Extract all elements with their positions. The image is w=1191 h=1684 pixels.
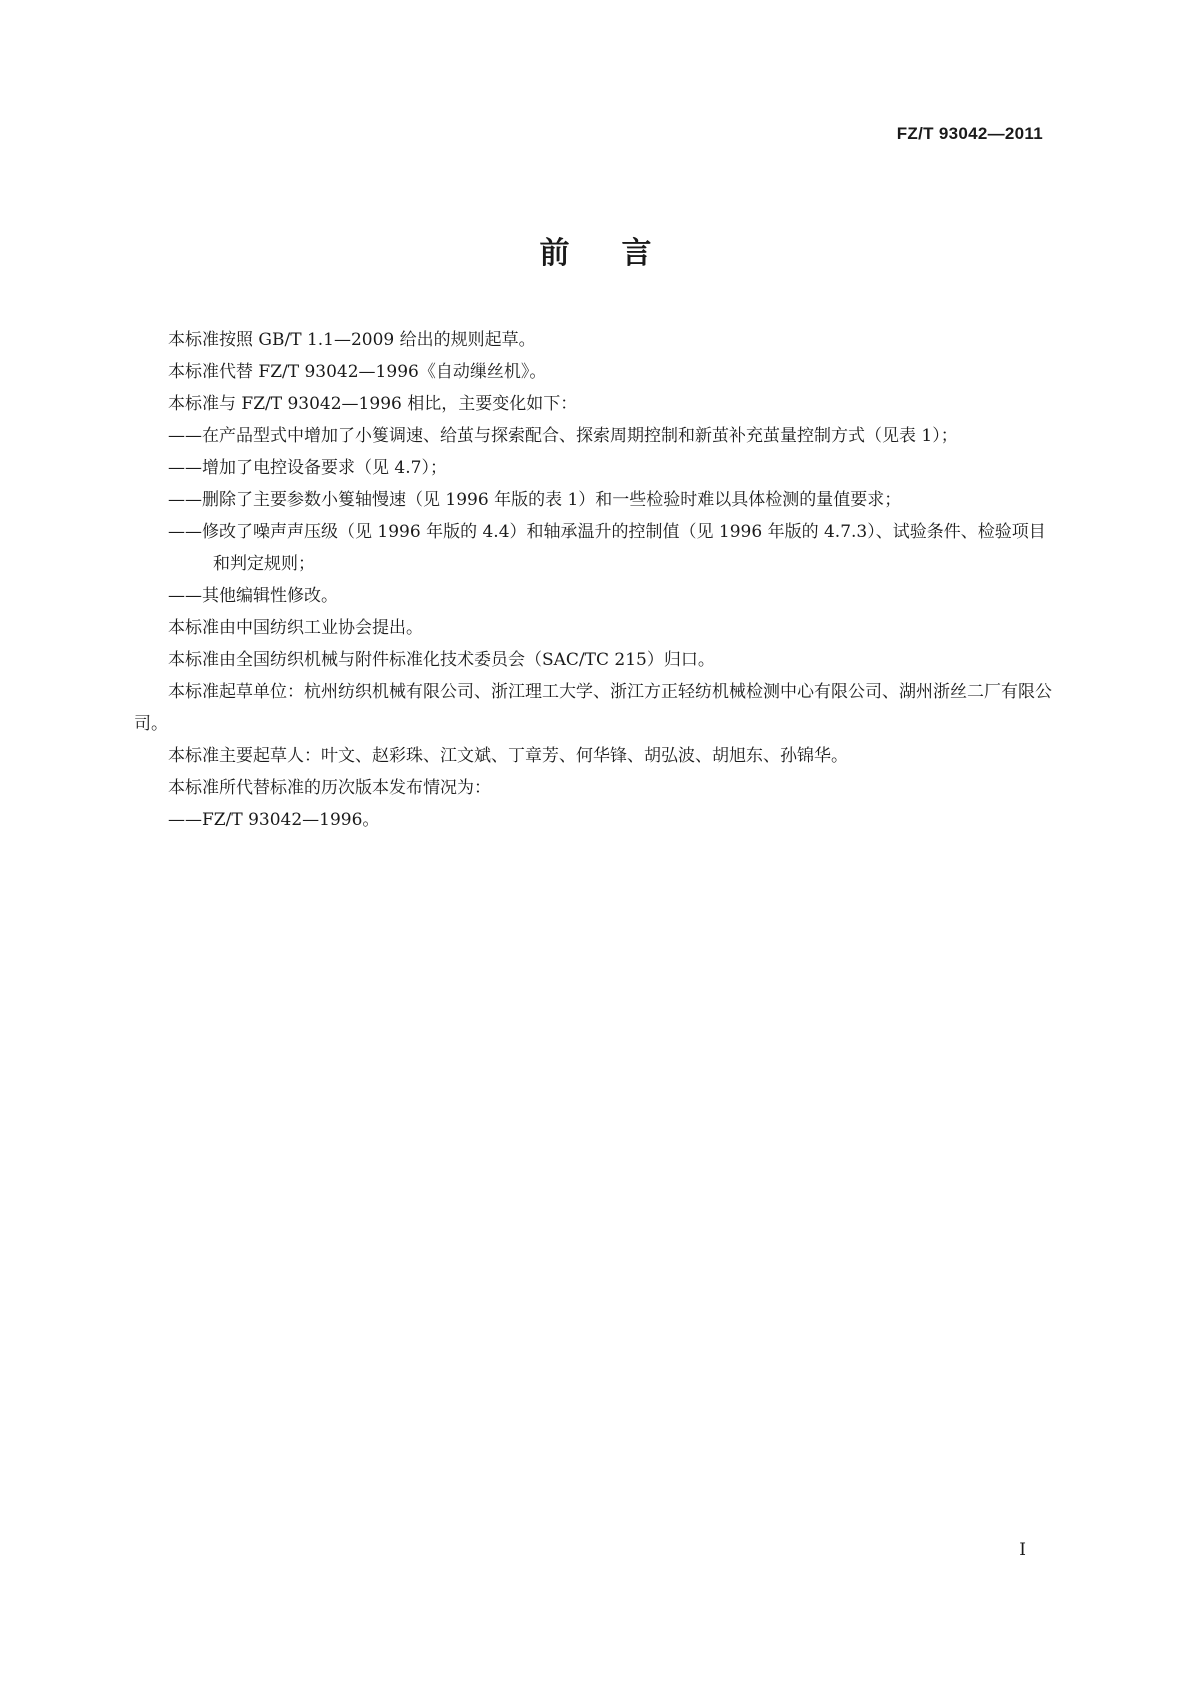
change-item-product-type: ——在产品型式中增加了小篗调速、给茧与探索配合、探索周期控制和新茧补充茧量控制方式（见表 1）； bbox=[168, 426, 958, 446]
paragraph-changes-intro: 本标准与 FZ/T 93042—1996 相比，主要变化如下： bbox=[168, 394, 578, 414]
page-number: I bbox=[1019, 1540, 1026, 1560]
paragraph-replaces: 本标准代替 FZ/T 93042—1996《自动缫丝机》。 bbox=[168, 362, 547, 382]
standard-code: FZ/T 93042—2011 bbox=[896, 124, 1043, 143]
paragraph-proposer: 本标准由中国纺织工业协会提出。 bbox=[168, 618, 423, 638]
page-title: 前言 bbox=[539, 236, 704, 271]
history-item: ——FZ/T 93042—1996。 bbox=[168, 810, 380, 830]
foreword-body bbox=[134, 324, 1062, 836]
paragraph-committee: 本标准由全国纺织机械与附件标准化技术委员会（SAC/TC 215）归口。 bbox=[168, 650, 715, 670]
change-item-editorial: ——其他编辑性修改。 bbox=[168, 586, 338, 606]
change-item-electrical: ——增加了电控设备要求（见 4.7）； bbox=[168, 458, 447, 478]
paragraph-drafting-units: 本标准起草单位：杭州纺织机械有限公司、浙江理工大学、浙江方正轻纺机械检测中心有限公司、湖州浙丝二厂有限公司。 bbox=[134, 682, 1052, 734]
paragraph-drafters: 本标准主要起草人：叶文、赵彩珠、江文斌、丁章芳、何华锋、胡弘波、胡旭东、孙锦华。 bbox=[168, 746, 848, 766]
paragraph-history-intro: 本标准所代替标准的历次版本发布情况为： bbox=[168, 778, 491, 798]
change-item-noise-temperature: ——修改了噪声声压级（见 1996 年版的 4.4）和轴承温升的控制值（见 1996 年版的 4.7.3）、试验条件、检验项目和判定规则； bbox=[168, 522, 1046, 574]
change-item-deleted-params: ——删除了主要参数小篗轴慢速（见 1996 年版的表 1）和一些检验时难以具体检测的量值要求； bbox=[168, 490, 902, 510]
paragraph-drafting-rules: 本标准按照 GB/T 1.1—2009 给出的规则起草。 bbox=[168, 330, 536, 350]
